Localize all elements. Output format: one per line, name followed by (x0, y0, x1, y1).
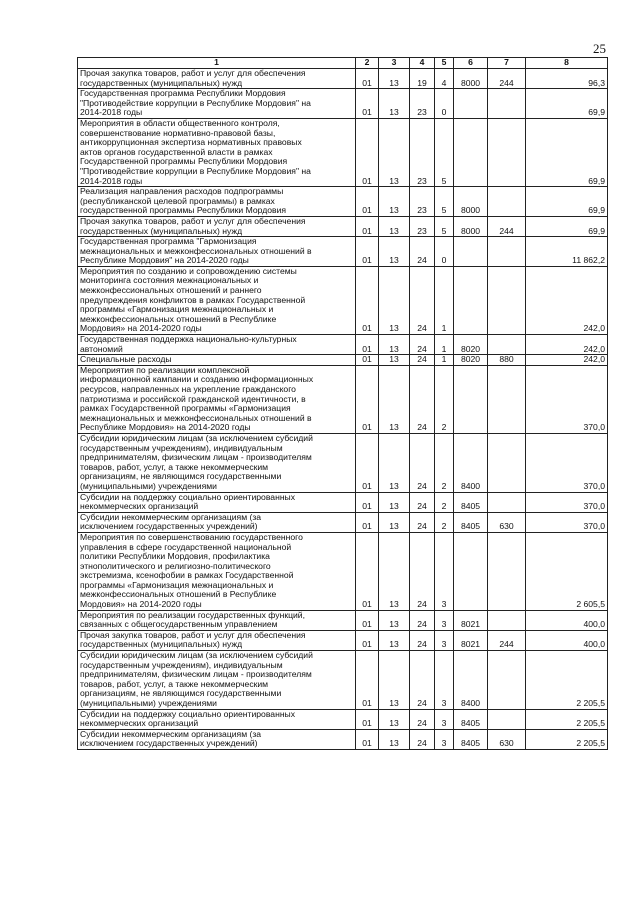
table-row (78, 651, 608, 710)
code-direction-cell: 8405 (454, 709, 488, 729)
table-row (78, 187, 608, 217)
row-name-cell: Прочая закупка товаров, работ и услуг для обеспечения государственных (муниципальных) нужд (78, 69, 356, 89)
code-expense-type-cell (488, 709, 526, 729)
budget-table (77, 57, 608, 750)
code-section-cell: 01 (356, 187, 379, 217)
code-subprogram-cell: 3 (435, 630, 454, 650)
code-subsection-cell: 13 (379, 729, 410, 749)
column-header: 8 (526, 58, 608, 69)
code-program-cell: 24 (410, 610, 435, 630)
table-row (78, 365, 608, 433)
code-program-cell: 24 (410, 237, 435, 267)
code-section-cell: 01 (356, 69, 379, 89)
row-name-cell: Мероприятия по реализации комплексной информационной кампании и созданию информационных ресурсов, направленных на укрепление гражданского патриотизма и российской гражданской идентичности, в рамках Государственной программы «Гармонизация межнациональных и межконфессиональных отношений в Республике Мордовия» на 2014-2020 годы (78, 365, 356, 433)
code-subprogram-cell: 3 (435, 610, 454, 630)
code-section-cell: 01 (356, 709, 379, 729)
row-name-cell: Государственная программа Республики Мордовия "Противодействие коррупции в Республике Мордовия" на 2014-2018 годы (78, 89, 356, 119)
table-row (78, 69, 608, 89)
code-section-cell: 01 (356, 512, 379, 532)
table-row (78, 630, 608, 650)
code-subprogram-cell: 2 (435, 512, 454, 532)
code-expense-type-cell: 244 (488, 216, 526, 236)
code-subprogram-cell: 1 (435, 266, 454, 334)
table-row (78, 266, 608, 334)
row-name-cell: Субсидии юридическим лицам (за исключением субсидий государственным учреждениям), индивидуальным предпринимателям, физическим лицам - производителям товаров, работ, услуг, а также некоммерческим организациям, не являющимся государственными (муниципальными) учреждениями (78, 433, 356, 492)
column-header: 7 (488, 58, 526, 69)
code-subsection-cell: 13 (379, 709, 410, 729)
code-subprogram-cell: 3 (435, 709, 454, 729)
code-subprogram-cell: 5 (435, 216, 454, 236)
code-direction-cell: 8400 (454, 433, 488, 492)
code-subprogram-cell: 2 (435, 433, 454, 492)
amount-cell: 11 862,2 (526, 237, 608, 267)
code-expense-type-cell (488, 365, 526, 433)
code-subsection-cell: 13 (379, 492, 410, 512)
code-subsection-cell: 13 (379, 610, 410, 630)
code-section-cell: 01 (356, 433, 379, 492)
code-program-cell: 24 (410, 729, 435, 749)
row-name-cell: Прочая закупка товаров, работ и услуг для обеспечения государственных (муниципальных) нужд (78, 216, 356, 236)
page-number: 25 (593, 41, 606, 56)
code-expense-type-cell (488, 610, 526, 630)
amount-cell: 370,0 (526, 365, 608, 433)
code-program-cell: 23 (410, 118, 435, 186)
row-name-cell: Прочая закупка товаров, работ и услуг для обеспечения государственных (муниципальных) нужд (78, 630, 356, 650)
code-section-cell: 01 (356, 610, 379, 630)
table-row (78, 532, 608, 610)
code-section-cell: 01 (356, 630, 379, 650)
column-header: 6 (454, 58, 488, 69)
code-subsection-cell: 13 (379, 69, 410, 89)
code-expense-type-cell (488, 532, 526, 610)
amount-cell: 370,0 (526, 433, 608, 492)
code-subprogram-cell: 0 (435, 89, 454, 119)
amount-cell: 69,9 (526, 216, 608, 236)
row-name-cell: Специальные расходы (78, 355, 356, 366)
code-expense-type-cell (488, 237, 526, 267)
row-name-cell: Мероприятия в области общественного контроля, совершенствование нормативно-правовой базы, антикоррупционная экспертиза нормативных правовых актов органов государственной власти в рамках Государственной программы Республики Мордовия "Противодействие коррупции в Республике Мордовия" на 2014-2018 годы (78, 118, 356, 186)
row-name-cell: Субсидии юридическим лицам (за исключением субсидий государственным учреждениям), индивидуальным предпринимателям, физическим лицам - производителям товаров, работ, услуг, а также некоммерческим организациям, не являющимся государственными (муниципальными) учреждениями (78, 651, 356, 710)
code-subsection-cell: 13 (379, 651, 410, 710)
code-subsection-cell: 13 (379, 187, 410, 217)
code-subprogram-cell: 3 (435, 729, 454, 749)
code-subsection-cell: 13 (379, 433, 410, 492)
code-program-cell: 24 (410, 512, 435, 532)
code-section-cell: 01 (356, 237, 379, 267)
code-program-cell: 24 (410, 492, 435, 512)
code-section-cell: 01 (356, 355, 379, 366)
code-subsection-cell: 13 (379, 118, 410, 186)
code-direction-cell (454, 532, 488, 610)
code-expense-type-cell (488, 433, 526, 492)
code-program-cell: 23 (410, 187, 435, 217)
amount-cell: 400,0 (526, 610, 608, 630)
amount-cell: 2 205,5 (526, 651, 608, 710)
amount-cell: 242,0 (526, 355, 608, 366)
header-row (78, 58, 608, 69)
code-subprogram-cell: 3 (435, 532, 454, 610)
code-subprogram-cell: 5 (435, 187, 454, 217)
table-row (78, 709, 608, 729)
code-direction-cell (454, 266, 488, 334)
row-name-cell: Мероприятия по реализации государственных функций, связанных с общегосударственным управлением (78, 610, 356, 630)
column-header: 4 (410, 58, 435, 69)
code-subsection-cell: 13 (379, 355, 410, 366)
column-header: 3 (379, 58, 410, 69)
row-name-cell: Субсидии на поддержку социально ориентированных некоммерческих организаций (78, 492, 356, 512)
code-program-cell: 24 (410, 532, 435, 610)
code-subprogram-cell: 3 (435, 651, 454, 710)
code-expense-type-cell: 630 (488, 512, 526, 532)
code-section-cell: 01 (356, 118, 379, 186)
code-subprogram-cell: 2 (435, 492, 454, 512)
code-direction-cell: 8400 (454, 651, 488, 710)
code-subsection-cell: 13 (379, 216, 410, 236)
table-row (78, 492, 608, 512)
code-program-cell: 24 (410, 630, 435, 650)
code-program-cell: 19 (410, 69, 435, 89)
amount-cell: 370,0 (526, 492, 608, 512)
code-expense-type-cell: 244 (488, 69, 526, 89)
code-section-cell: 01 (356, 365, 379, 433)
table-row (78, 216, 608, 236)
code-direction-cell (454, 89, 488, 119)
table-row (78, 610, 608, 630)
row-name-cell: Субсидии некоммерческим организациям (за исключением государственных учреждений) (78, 729, 356, 749)
code-subprogram-cell: 1 (435, 355, 454, 366)
code-section-cell: 01 (356, 216, 379, 236)
code-direction-cell: 8021 (454, 630, 488, 650)
code-direction-cell: 8405 (454, 492, 488, 512)
table-row (78, 89, 608, 119)
code-direction-cell (454, 237, 488, 267)
column-header: 2 (356, 58, 379, 69)
code-direction-cell (454, 118, 488, 186)
code-subsection-cell: 13 (379, 237, 410, 267)
row-name-cell: Субсидии на поддержку социально ориентированных некоммерческих организаций (78, 709, 356, 729)
table-body (78, 69, 608, 750)
amount-cell: 370,0 (526, 512, 608, 532)
amount-cell: 242,0 (526, 335, 608, 355)
amount-cell: 2 205,5 (526, 709, 608, 729)
code-section-cell: 01 (356, 335, 379, 355)
code-expense-type-cell (488, 118, 526, 186)
code-subprogram-cell: 4 (435, 69, 454, 89)
table-row (78, 118, 608, 186)
code-subsection-cell: 13 (379, 630, 410, 650)
code-program-cell: 24 (410, 433, 435, 492)
code-subprogram-cell: 1 (435, 335, 454, 355)
code-expense-type-cell (488, 187, 526, 217)
code-section-cell: 01 (356, 89, 379, 119)
table-row (78, 512, 608, 532)
code-direction-cell: 8021 (454, 610, 488, 630)
amount-cell: 96,3 (526, 69, 608, 89)
code-subsection-cell: 13 (379, 266, 410, 334)
code-subsection-cell: 13 (379, 335, 410, 355)
code-subprogram-cell: 0 (435, 237, 454, 267)
code-section-cell: 01 (356, 532, 379, 610)
code-section-cell: 01 (356, 729, 379, 749)
code-direction-cell: 8000 (454, 69, 488, 89)
amount-cell: 2 205,5 (526, 729, 608, 749)
code-expense-type-cell (488, 335, 526, 355)
code-program-cell: 23 (410, 89, 435, 119)
code-direction-cell: 8405 (454, 729, 488, 749)
code-direction-cell: 8020 (454, 355, 488, 366)
code-expense-type-cell (488, 651, 526, 710)
code-section-cell: 01 (356, 492, 379, 512)
code-subprogram-cell: 2 (435, 365, 454, 433)
code-expense-type-cell: 244 (488, 630, 526, 650)
code-direction-cell: 8000 (454, 187, 488, 217)
code-program-cell: 24 (410, 266, 435, 334)
code-subsection-cell: 13 (379, 89, 410, 119)
code-expense-type-cell (488, 89, 526, 119)
code-direction-cell: 8405 (454, 512, 488, 532)
amount-cell: 2 605,5 (526, 532, 608, 610)
code-program-cell: 23 (410, 216, 435, 236)
code-subsection-cell: 13 (379, 512, 410, 532)
code-expense-type-cell: 630 (488, 729, 526, 749)
amount-cell: 69,9 (526, 187, 608, 217)
row-name-cell: Реализация направления расходов подпрограммы (республиканской целевой программы) в рамках государственной программы Республики Мордовия (78, 187, 356, 217)
code-section-cell: 01 (356, 651, 379, 710)
row-name-cell: Субсидии некоммерческим организациям (за исключением государственных учреждений) (78, 512, 356, 532)
column-header: 1 (78, 58, 356, 69)
code-program-cell: 24 (410, 355, 435, 366)
amount-cell: 69,9 (526, 118, 608, 186)
row-name-cell: Государственная поддержка национально-культурных автономий (78, 335, 356, 355)
amount-cell: 69,9 (526, 89, 608, 119)
code-subsection-cell: 13 (379, 365, 410, 433)
code-expense-type-cell (488, 492, 526, 512)
row-name-cell: Мероприятия по совершенствованию государственного управления в сфере государственной национальной политики Республики Мордовия, профилактика этнополитического и религиозно-политического экстремизма, ксенофобии в рамках Государственной программы «Гармонизация межнациональных и межконфессиональных отношений в Республике Мордовия» на 2014-2020 годы (78, 532, 356, 610)
code-program-cell: 24 (410, 651, 435, 710)
table-row (78, 729, 608, 749)
code-program-cell: 24 (410, 709, 435, 729)
code-direction-cell: 8020 (454, 335, 488, 355)
table-row (78, 237, 608, 267)
table-row (78, 355, 608, 366)
code-direction-cell (454, 365, 488, 433)
code-direction-cell: 8000 (454, 216, 488, 236)
code-program-cell: 24 (410, 335, 435, 355)
row-name-cell: Государственная программа "Гармонизация межнациональных и межконфессиональных отношений в Республике Мордовия" на 2014-2020 годы (78, 237, 356, 267)
table-row (78, 433, 608, 492)
row-name-cell: Мероприятия по созданию и сопровождению системы мониторинга состояния межнациональных и межконфессиональных отношений и раннего предупреждения конфликтов в рамках Государственной программы «Гармонизация межнациональных и межконфессиональных отношений в Республике Мордовия» на 2014-2020 годы (78, 266, 356, 334)
code-expense-type-cell: 880 (488, 355, 526, 366)
table-row (78, 335, 608, 355)
column-header: 5 (435, 58, 454, 69)
amount-cell: 400,0 (526, 630, 608, 650)
code-section-cell: 01 (356, 266, 379, 334)
code-subsection-cell: 13 (379, 532, 410, 610)
code-subprogram-cell: 5 (435, 118, 454, 186)
amount-cell: 242,0 (526, 266, 608, 334)
code-program-cell: 24 (410, 365, 435, 433)
code-expense-type-cell (488, 266, 526, 334)
